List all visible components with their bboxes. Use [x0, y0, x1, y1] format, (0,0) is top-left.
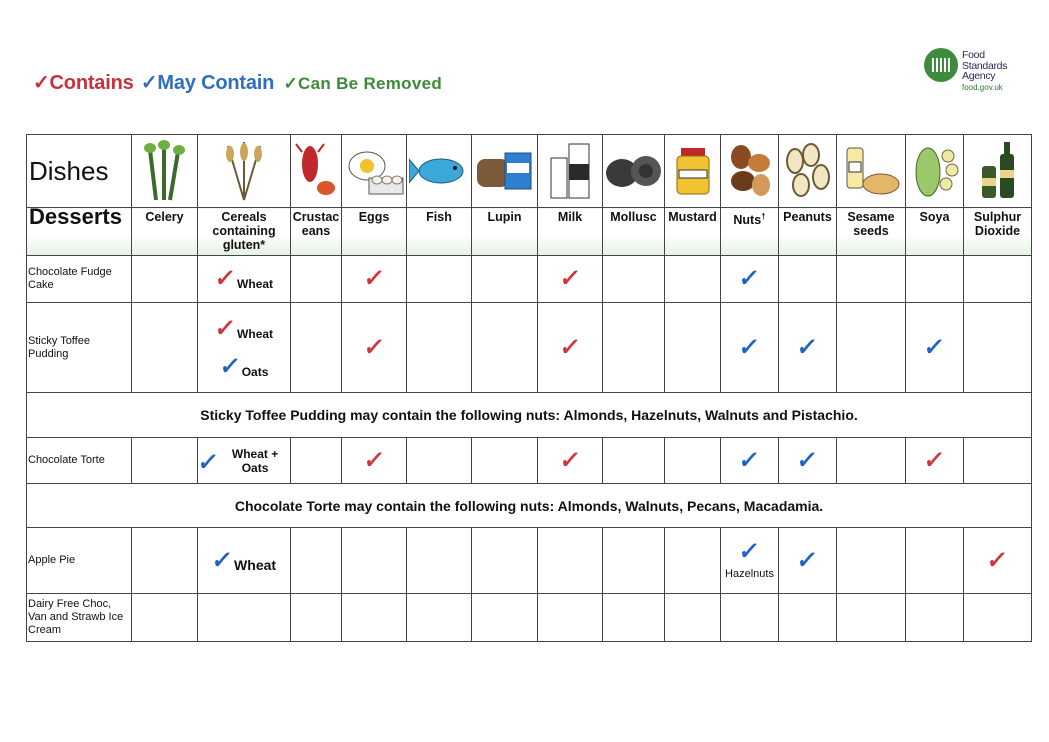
note-row	[27, 484, 1032, 528]
celery-icon	[132, 135, 198, 208]
col-header-cereals: Cereals containing gluten*	[198, 208, 291, 256]
contains-tick-icon: ✓	[558, 265, 583, 292]
col-header-soya: Soya	[906, 208, 964, 256]
may-contain-tick-icon: ✓	[795, 333, 820, 361]
col-header-milk: Milk	[538, 208, 603, 256]
may-contain-tick-icon: ✓	[737, 265, 762, 292]
lupin-flour-icon	[472, 135, 538, 208]
col-header-mustard: Mustard	[665, 208, 721, 256]
logo-text-line: Standards	[962, 59, 1008, 72]
nuts-icon	[721, 135, 779, 208]
dish-name: Chocolate Torte	[27, 438, 132, 484]
sulphur-dioxide-icon	[964, 135, 1032, 208]
dish-name: Dairy Free Choc, Van and Strawb Ice Cream	[27, 594, 132, 642]
nuts-detail: Hazelnuts	[725, 567, 774, 580]
contains-tick-icon: ✓	[985, 546, 1010, 574]
peanut-icon	[779, 135, 837, 208]
may-contain-tick-icon: ✓	[217, 352, 242, 380]
table-row: Apple Pie ✓ Wheat ✓ Hazelnuts ✓ ✓	[27, 528, 1032, 594]
note-row	[27, 393, 1032, 438]
table-row: Chocolate Fudge Cake ✓ Wheat ✓ ✓ ✓	[27, 256, 1032, 303]
dish-name: Chocolate Fudge Cake	[27, 256, 132, 303]
may-contain-tick-icon: ✓	[795, 446, 820, 474]
may-contain-tick-icon: ✓	[737, 537, 762, 565]
mustard-icon	[665, 135, 721, 208]
mollusc-icon	[603, 135, 665, 208]
legend-can-be-removed: ✓Can Be Removed	[283, 74, 443, 93]
may-contain-tick-icon: ✓	[737, 446, 762, 474]
contains-tick-icon: ✓	[213, 265, 238, 292]
section-heading-desserts: Desserts	[27, 208, 132, 256]
col-header-sesame: Sesame seeds	[837, 208, 906, 256]
col-header-eggs: Eggs	[342, 208, 407, 256]
logo-text-line: Food	[962, 49, 985, 61]
col-header-fish: Fish	[407, 208, 472, 256]
col-header-nuts: Nuts†	[721, 208, 779, 256]
contains-tick-icon: ✓	[558, 333, 583, 361]
may-contain-tick-icon: ✓	[922, 333, 947, 361]
logo-text-line: Agency	[962, 70, 996, 82]
col-header-crustaceans: Crustac eans	[291, 208, 342, 256]
nuts-note: Sticky Toffee Pudding may contain the following nuts: Almonds, Hazelnuts, Walnuts and Pistachio.	[27, 393, 1032, 438]
food-standards-agency-logo	[924, 46, 1024, 96]
wheat-icon	[198, 135, 291, 208]
allergen-table	[26, 134, 1032, 642]
table-row: Chocolate Torte ✓ Wheat + Oats ✓ ✓ ✓ ✓ ✓	[27, 438, 1032, 484]
sesame-icon	[837, 135, 906, 208]
column-header-row	[27, 208, 1032, 256]
col-header-lupin: Lupin	[472, 208, 538, 256]
col-header-peanuts: Peanuts	[779, 208, 837, 256]
milk-icon	[538, 135, 603, 208]
may-contain-tick-icon: ✓	[210, 546, 235, 574]
nuts-note: Chocolate Torte may contain the following nuts: Almonds, Walnuts, Pecans, Macadamia.	[27, 484, 1032, 528]
table-row: Sticky Toffee Pudding ✓ Wheat ✓ Oats ✓ ✓ ✓ ✓ ✓	[27, 303, 1032, 393]
table-row	[27, 594, 1032, 642]
soya-icon	[906, 135, 964, 208]
legend-contains: ✓Contains	[33, 72, 134, 94]
col-header-sulphur-dioxide: Sulphur Dioxide	[964, 208, 1032, 256]
col-header-mollusc: Mollusc	[603, 208, 665, 256]
contains-tick-icon: ✓	[362, 446, 387, 474]
crustacean-icon	[291, 135, 342, 208]
egg-icon	[342, 135, 407, 208]
may-contain-tick-icon: ✓	[737, 333, 762, 361]
may-contain-tick-icon: ✓	[795, 546, 820, 574]
logo-url: food.gov.uk	[962, 82, 1003, 92]
contains-tick-icon: ✓	[362, 333, 387, 361]
dish-name: Apple Pie	[27, 528, 132, 594]
legend-may-contain: ✓May Contain	[140, 72, 275, 94]
fish-icon	[407, 135, 472, 208]
allergen-legend	[33, 70, 442, 95]
dishes-heading: Dishes	[27, 135, 132, 208]
contains-tick-icon: ✓	[922, 446, 947, 474]
contains-tick-icon: ✓	[213, 314, 238, 342]
icon-row	[27, 135, 1032, 208]
contains-tick-icon: ✓	[362, 265, 387, 292]
may-contain-tick-icon: ✓	[196, 448, 221, 476]
dish-name: Sticky Toffee Pudding	[27, 303, 132, 393]
contains-tick-icon: ✓	[558, 446, 583, 474]
col-header-celery: Celery	[132, 208, 198, 256]
